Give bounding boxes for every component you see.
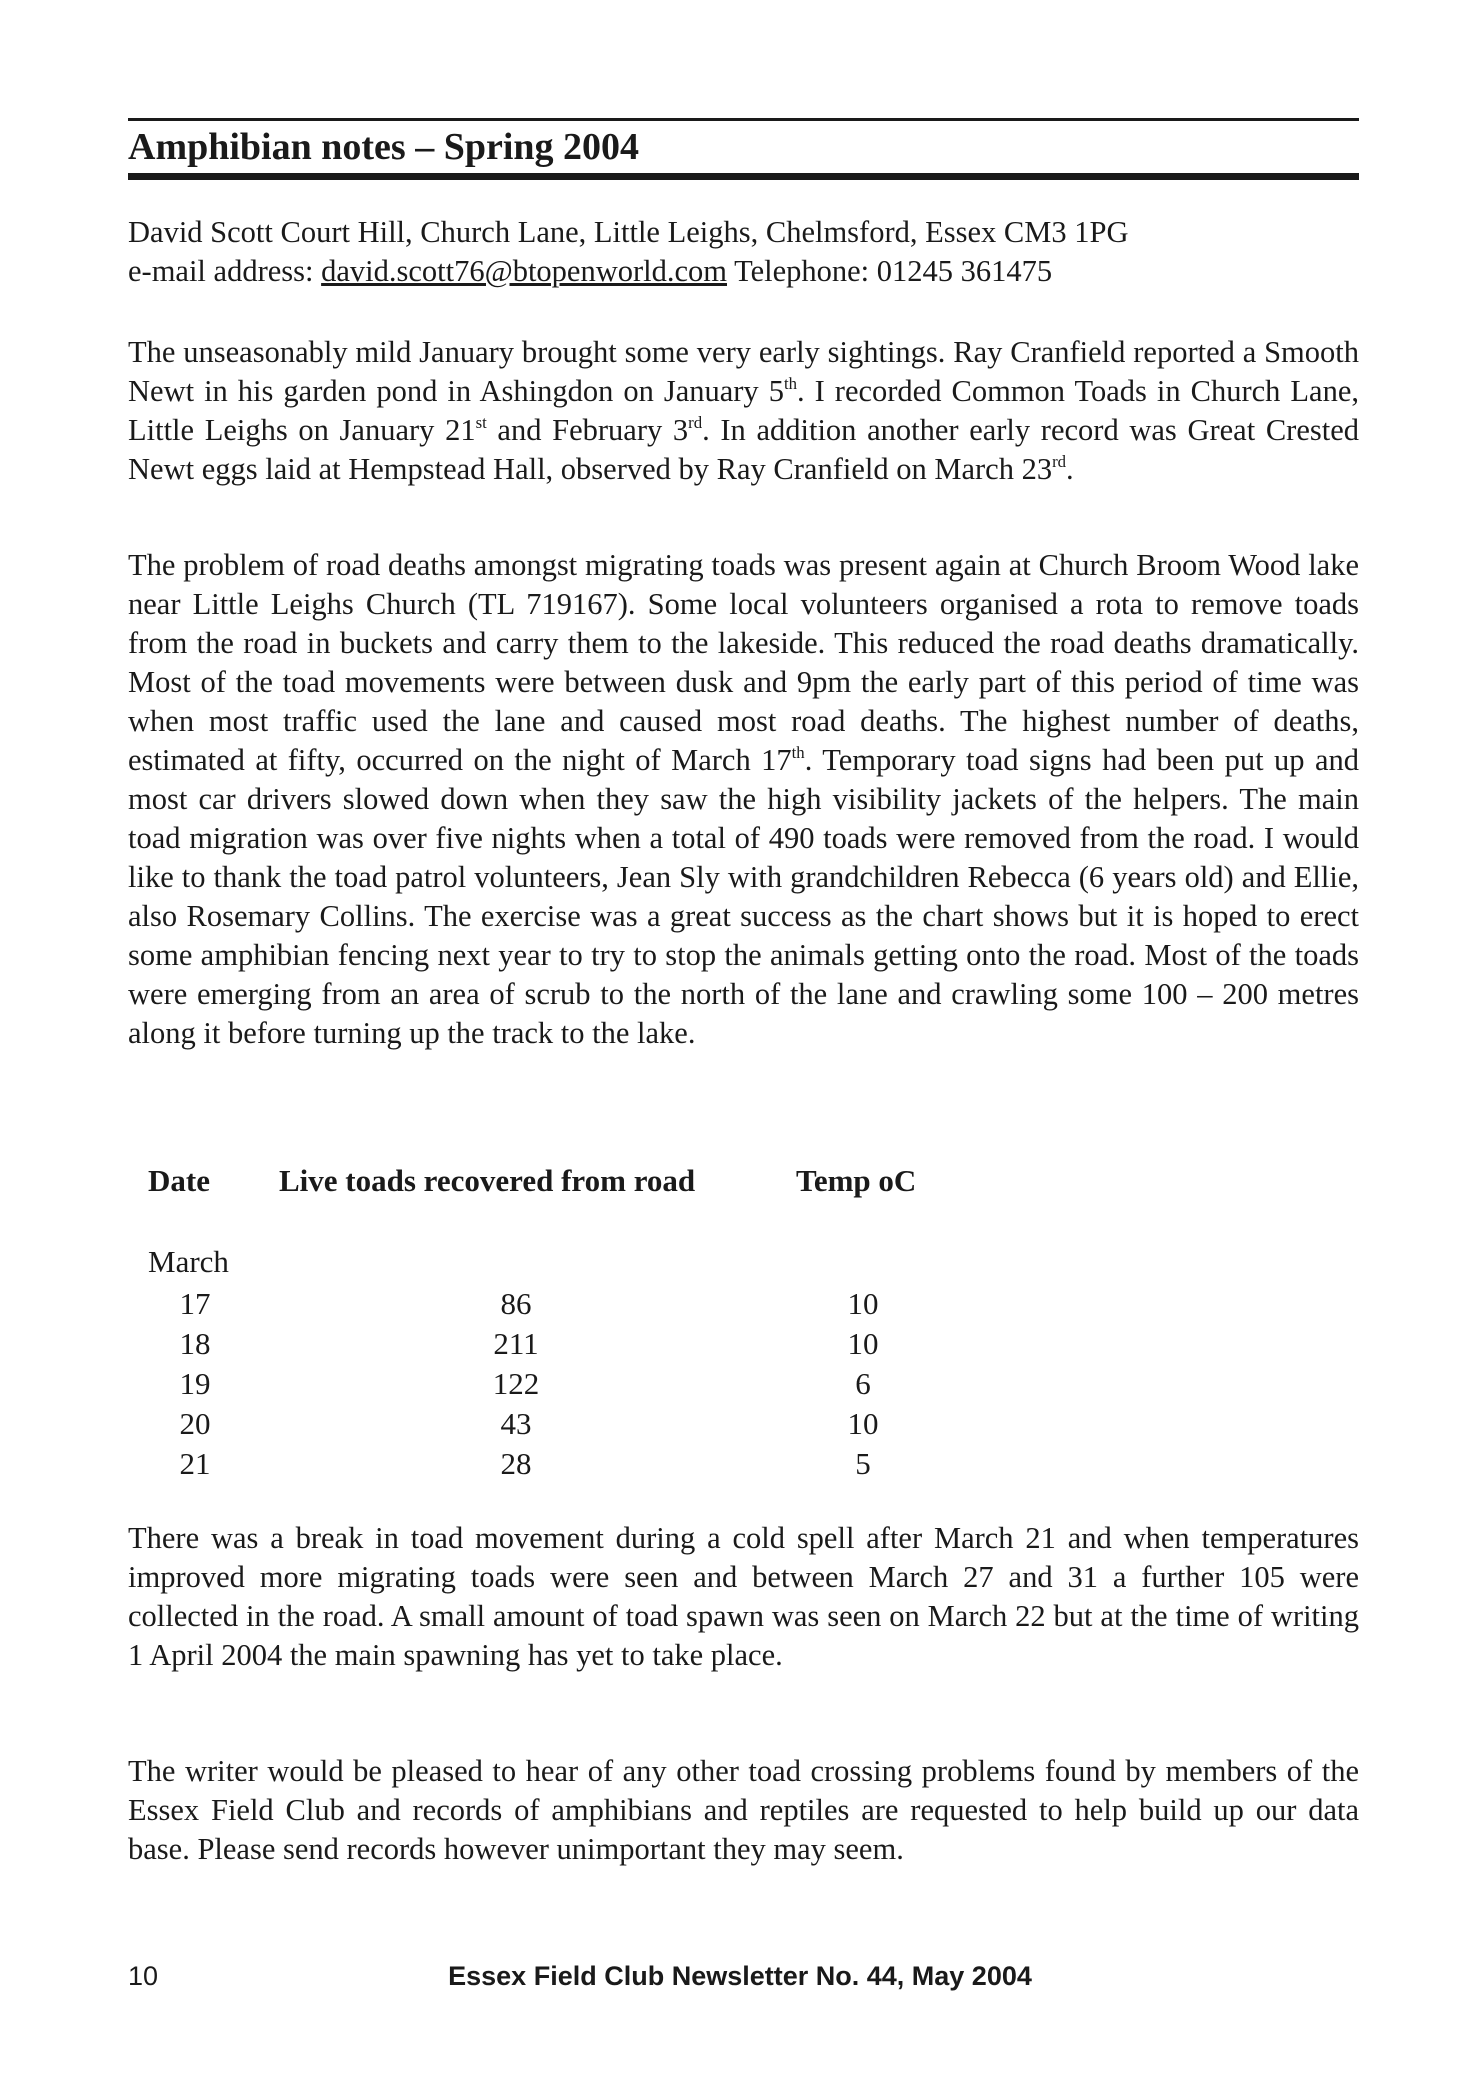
paragraph-early-sightings-text [128,333,1359,489]
ordinal-suffix: rd [1052,451,1067,471]
cell-date: 17 [179,1286,211,1321]
contact-email-line [128,252,1359,291]
publication-footer: Essex Field Club Newsletter No. 44, May 2004 [448,1961,1032,1991]
telephone: Telephone: 01245 361475 [727,254,1053,288]
text-run: . Temporary toad signs had been put up and most car drivers slowed down when they saw the high visibility jackets of the helpers. The main toad migration was over five nights when a total of 490 toads were removed from the road. I would like to thank the toad patrol volunteers, Jean Sly with grandchildren Rebecca (6 years old) and Ellie, also Rosemary Collins. The exercise was a great success as the chart shows but it is hoped to erect some amphibian fencing next year to try to stop the animals getting onto the road. Most of the toads were emerging from an area of scrub to the north of the lane and crawling some 100 – 200 metres along it before turning up the track to the lake. [128,743,1359,1050]
ordinal-suffix: rd [688,412,703,432]
text-run: The unseasonably mild January brought some very early sightings. Ray Cranfield reported a Smooth Newt in his garden pond in Ashingdon on January 5 [128,335,1359,408]
paragraph-road-deaths-text [128,546,1359,1053]
text-run: The problem of road deaths amongst migrating toads was present again at Church Broom Wood lake near Little Leighs Church (TL 719167). Some local volunteers organised a rota to remove toads from the road in buckets and carry them to the lakeside. This reduced the road deaths dramatically. Most of the toad movements were between dusk and 9pm the early part of this period of time was when most traffic used the lane and caused most road deaths. The highest number of deaths, estimated at fifty, occurred on the night of March 17 [128,548,1359,777]
text-run: . [1066,452,1074,486]
contact-block [128,213,1359,291]
table-month-label: March [148,1244,229,1279]
table-row [0,1404,1480,1444]
text-run: . I recorded Common Toads in Church Lane, Little Leighs on January 21 [128,374,1360,447]
paragraph-cold-spell [128,1519,1359,1675]
table-row [0,1324,1480,1364]
table-header-temp: Temp oC [796,1163,917,1198]
paragraph-road-deaths [128,546,1359,1053]
paragraph-early-sightings [128,333,1359,489]
cell-toads: 43 [500,1406,532,1441]
page-number: 10 [128,1961,159,1991]
text-run: and February 3 [486,413,689,447]
ordinal-suffix: th [783,373,797,393]
ordinal-suffix: th [791,742,805,762]
cell-temp: 10 [847,1326,879,1361]
article-title: Amphibian notes – Spring 2004 [128,126,640,168]
cell-temp: 10 [847,1406,879,1441]
email-link[interactable]: david.scott76@btopenworld.com [321,254,727,288]
cell-temp: 10 [847,1286,879,1321]
contact-address: David Scott Court Hill, Church Lane, Little Leighs, Chelmsford, Essex CM3 1PG [128,215,1129,249]
ordinal-suffix: st [475,412,487,432]
heading-top-rule [128,118,1359,121]
text-run: . In addition another early record was Great Crested Newt eggs laid at Hempstead Hall, observed by Ray Cranfield on March 23 [128,413,1360,486]
cell-toads: 28 [500,1446,532,1481]
table-header-date: Date [148,1163,210,1198]
cell-date: 20 [179,1406,211,1441]
cell-date: 18 [179,1326,211,1361]
cell-toads: 86 [500,1286,532,1321]
table-row [0,1284,1480,1324]
toad-table-rows [0,1284,1480,1484]
table-row [0,1444,1480,1484]
cell-temp: 5 [855,1446,871,1481]
paragraph-cold-spell-text: There was a break in toad movement during a cold spell after March 21 and when temperatures improved more migrating toads were seen and between March 27 and 31 a further 105 were collected in the road. A small amount of toad spawn was seen on March 22 but at the time of writing 1 April 2004 the main spawning has yet to take place. [128,1521,1359,1672]
cell-toads: 211 [493,1326,539,1361]
cell-date: 21 [179,1446,211,1481]
table-header-toads: Live toads recovered from road [279,1163,696,1198]
table-row [0,1364,1480,1404]
cell-date: 19 [179,1366,211,1401]
paragraph-request-records-text: The writer would be pleased to hear of any other toad crossing problems found by members of the Essex Field Club and records of amphibians and reptiles are requested to help build up our data base. Please send records however unimportant they may seem. [128,1754,1359,1866]
cell-temp: 6 [855,1366,871,1401]
email-label: e-mail address: [128,254,322,288]
cell-toads: 122 [492,1366,540,1401]
heading-bottom-rule [128,173,1359,180]
paragraph-request-records [128,1752,1359,1869]
